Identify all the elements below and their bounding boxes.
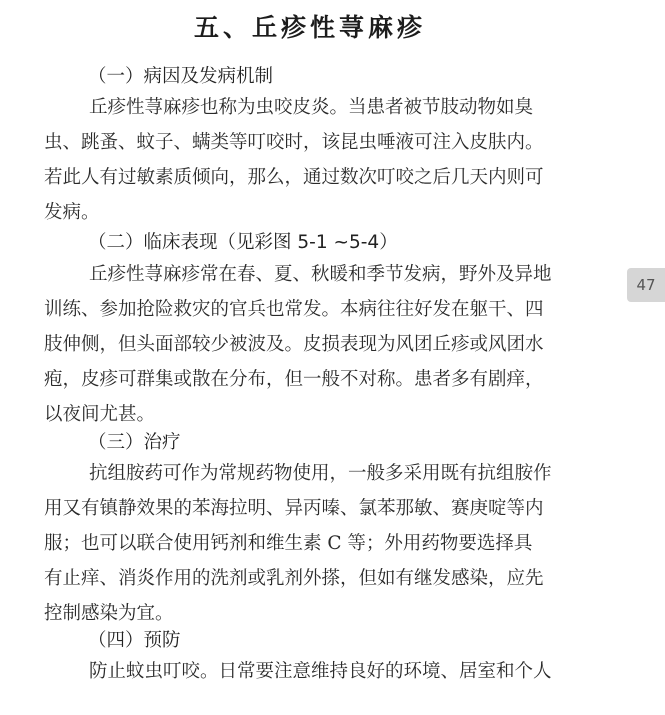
paragraph-line: 抗组胺药可作为常规药物使用，一般多采用既有抗组胺作 [89,463,552,484]
paragraph-line: 丘疹性荨麻疹也称为虫咬皮炎。当患者被节肢动物如臭 [89,97,534,118]
paragraph-line: 防止蚊虫叮咬。日常要注意维持良好的环境、居室和个人 [89,661,552,682]
page-number-tab: 47 [627,268,665,302]
paragraph-line: 以夜间尤甚。 [44,404,156,425]
paragraph-line: 发病。 [44,202,100,223]
section-title: 五、丘疹性荨麻疹 [193,13,426,42]
paragraph-line: 有止痒、消炎作用的洗剂或乳剂外搽，但如有继发感染，应先 [44,568,544,589]
section-heading-clinical: （二）临床表现（见彩图 5-1 ~5-4） [88,232,398,253]
paragraph-line: 若此人有过敏素质倾向，那么，通过数次叮咬之后几天内则可 [44,167,544,188]
section-heading-treatment: （三）治疗 [88,432,181,453]
paragraph-line: 疱，皮疹可群集或散在分布，但一般不对称。患者多有剧痒， [44,369,544,390]
paragraph-clinical [44,257,604,432]
paragraph-prevention [44,654,604,689]
paragraph-line: 控制感染为宜。 [44,603,174,624]
section-heading-prevention: （四）预防 [88,630,181,651]
paragraph-line: 服；也可以联合使用钙剂和维生素 C 等；外用药物要选择具 [44,533,533,554]
section-heading-cause: （一）病因及发病机制 [88,66,274,87]
paragraph-treatment [44,456,604,631]
paragraph-line: 虫、跳蚤、蚊子、螨类等叮咬时，该昆虫唾液可注入皮肤内。 [44,132,544,153]
paragraph-line: 肢伸侧，但头面部较少被波及。皮损表现为风团丘疹或风团水 [44,334,544,355]
paragraph-cause [44,90,604,230]
paragraph-line: 训练、参加抢险救灾的官兵也常发。本病往往好发在躯干、四 [44,299,544,320]
paragraph-line: 用又有镇静效果的苯海拉明、异丙嗪、氯苯那敏、赛庚啶等内 [44,498,544,519]
paragraph-line: 丘疹性荨麻疹常在春、夏、秋暖和季节发病，野外及异地 [89,264,552,285]
